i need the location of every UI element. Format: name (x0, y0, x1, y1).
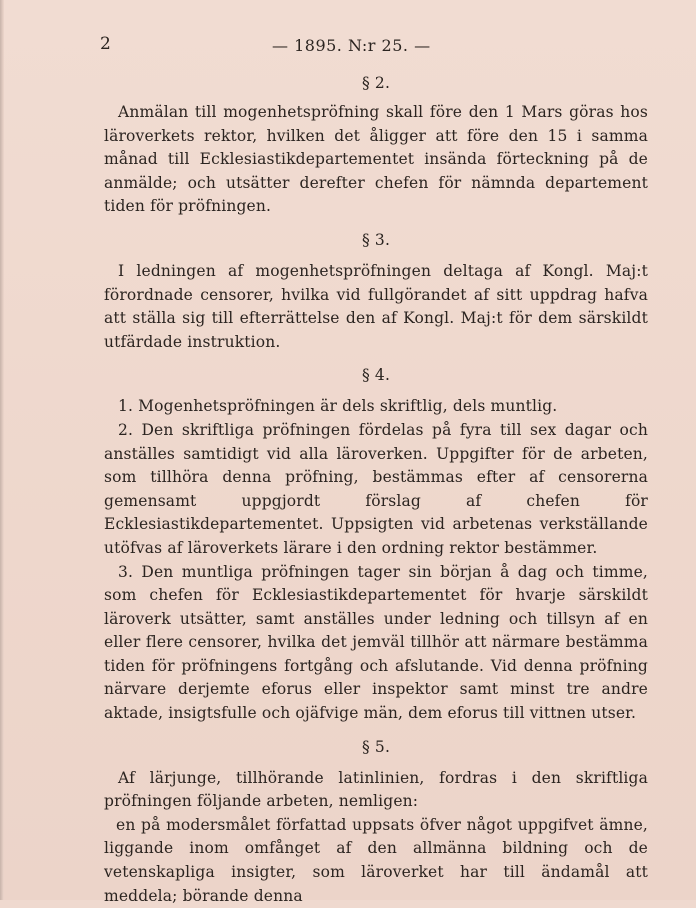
section-5 (104, 736, 648, 908)
paragraph: I ledningen af mogenhetspröfningen deltaga af Kongl. Maj:t förordnade censorer, hvilka vid fullgörandet af sitt uppdrag hafva att ställa sig till efterrättelse den af Kongl. Maj:t för dem särskildt utfärdade instruktion. (104, 261, 648, 351)
section-heading: § 2. (361, 74, 391, 92)
section-2 (104, 72, 648, 219)
paragraph: 1. Mogenhetspröfningen är dels skriftlig, dels muntlig. (118, 397, 558, 416)
paragraph: en på modersmålet författad uppsats öfver något uppgifvet ämne, liggande inom omfånget af den allmänna bildning och de vetenskapliga insigter, som läroverket har till ändamål att meddela; börande denna (104, 815, 648, 905)
section-heading: § 5. (361, 737, 391, 756)
paragraph: Af lärjunge, tillhörande latinlinien, fordras i den skriftliga pröfningen följande arbeten, nemligen: (104, 768, 648, 811)
section-3 (104, 229, 648, 354)
document-body (104, 72, 648, 908)
paragraph: Anmälan till mogenhetspröfning skall före den 1 Mars göras hos läroverkets rektor, hvilken det åligger att före den 15 i samma månad till Ecklesiastikdepartementet insända förteckning på de anmälde; och utsätter derefter chefen för nämnda departement tiden för pröfningen. (104, 103, 648, 216)
page-edge-shadow (0, 0, 4, 900)
section-heading: § 3. (361, 230, 391, 249)
paragraph: 3. Den muntliga pröfningen tager sin början å dag och timme, som chefen för Ecklesiastikdepartementet för hvarje särskildt läroverk utsätter, samt anställes under ledning och tillsyn af en eller flere censorer, hvilka det jemväl tillhör att närmare bestämma tiden för pröfningens fortgång och afslutande. Vid denna pröfning närvare derjemte eforus eller inspektor samt minst tre andre aktade, insigtsfulle och ojäfvige män, dem eforus till vittnen utser. (104, 562, 648, 723)
section-heading: § 4. (361, 366, 391, 385)
page-header (0, 34, 696, 58)
section-4 (104, 364, 648, 725)
paragraph: 2. Den skriftliga pröfningen fördelas på fyra till sex dagar och anställes samtidigt vid alla läroverken. Uppgifter för de arbeten, som tillhöra denna pröfning, bestämmas efter af censorerna gemensamt uppgjordt förslag af chefen för Ecklesiastikdepartementet. Uppsigten vid arbetenas verkställande utöfvas af läroverkets lärare i den ordning rektor bestämmer. (104, 420, 648, 557)
page-number: 2 (100, 34, 112, 54)
running-title: — 1895. N:r 25. — (272, 36, 431, 55)
